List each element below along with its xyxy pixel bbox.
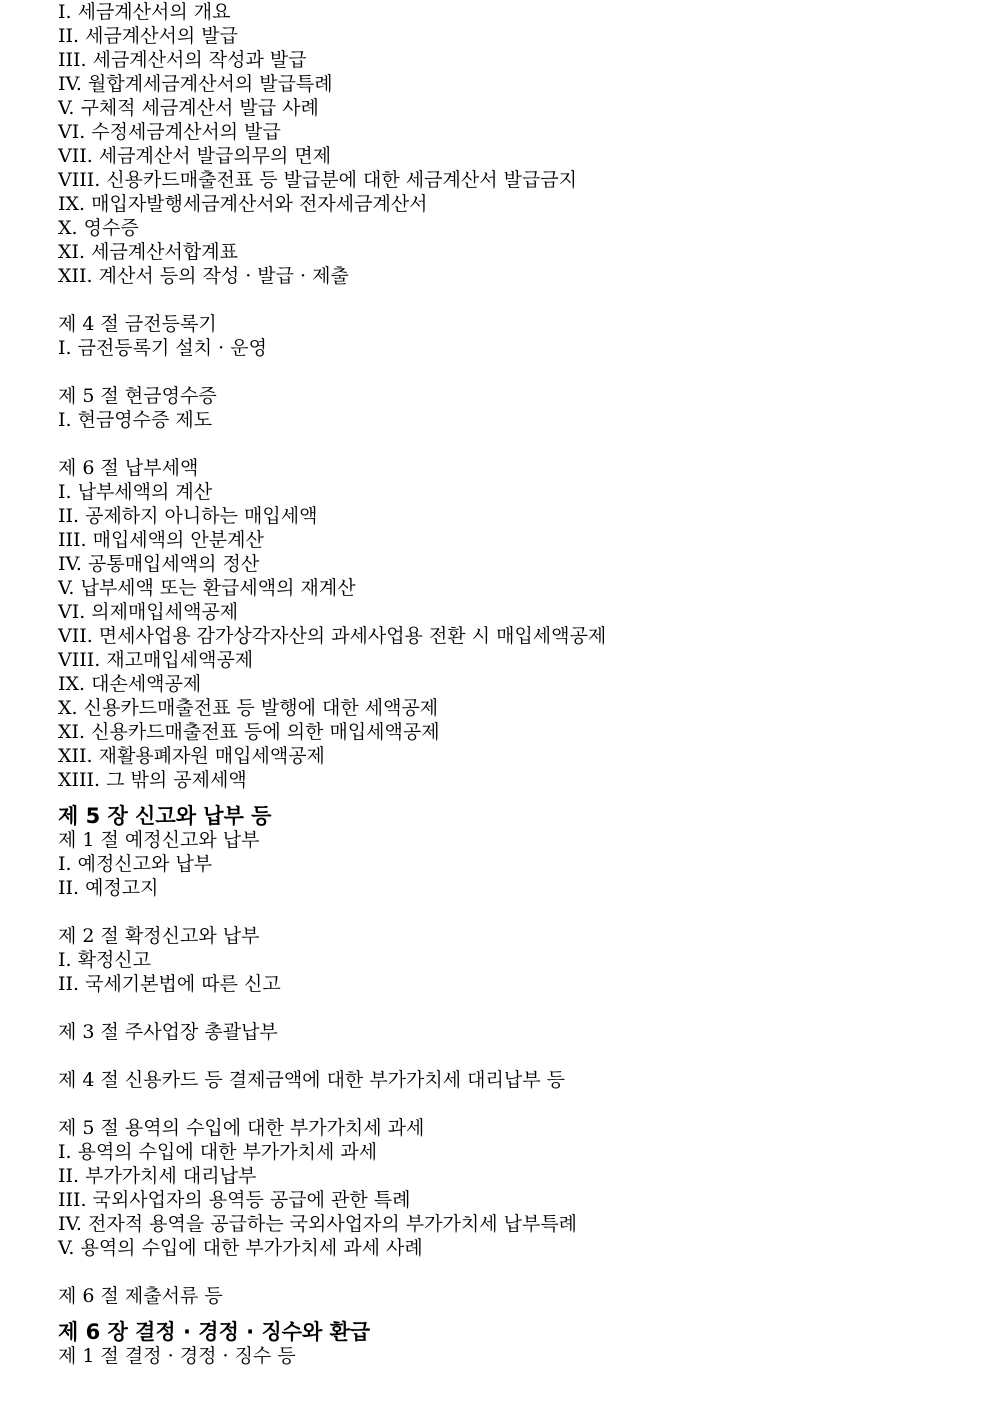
section-title: 제 4 절 신용카드 등 결제금액에 대한 부가가치세 대리납부 등 bbox=[58, 1069, 565, 1091]
toc-line: XI. 신용카드매출전표 등에 의한 매입세액공제 bbox=[58, 721, 440, 743]
section-title: 제 2 절 확정신고와 납부 bbox=[58, 925, 260, 947]
toc-line: IV. 공통매입세액의 정산 bbox=[58, 553, 260, 575]
toc-line: IX. 매입자발행세금계산서와 전자세금계산서 bbox=[58, 193, 428, 215]
section-title: 제 6 절 제출서류 등 bbox=[58, 1285, 223, 1307]
toc-line: VI. 의제매입세액공제 bbox=[58, 601, 239, 623]
toc-line: I. 용역의 수입에 대한 부가가치세 과세 bbox=[58, 1141, 378, 1163]
toc-line: II. 국세기본법에 따른 신고 bbox=[58, 973, 281, 995]
toc-line: III. 세금계산서의 작성과 발급 bbox=[58, 49, 307, 71]
toc-line: II. 예정고지 bbox=[58, 877, 159, 899]
toc-line: I. 현금영수증 제도 bbox=[58, 409, 213, 431]
spacer bbox=[58, 432, 958, 456]
spacer bbox=[58, 996, 958, 1020]
chapter-title: 제 6 장 결정 · 경정 · 징수와 환급 bbox=[58, 1320, 371, 1344]
toc-line: V. 용역의 수입에 대한 부가가치세 과세 사례 bbox=[58, 1237, 423, 1259]
toc-line: IX. 대손세액공제 bbox=[58, 673, 202, 695]
toc-line: VIII. 재고매입세액공제 bbox=[58, 649, 254, 671]
section-title: 제 4 절 금전등록기 bbox=[58, 313, 217, 335]
spacer bbox=[58, 900, 958, 924]
toc-line: II. 세금계산서의 발급 bbox=[58, 25, 238, 47]
toc-line: XI. 세금계산서합계표 bbox=[58, 241, 238, 263]
section-title: 제 1 절 예정신고와 납부 bbox=[58, 829, 260, 851]
spacer bbox=[58, 360, 958, 384]
section-title: 제 1 절 결정 · 경정 · 징수 등 bbox=[58, 1345, 296, 1367]
toc-line: III. 매입세액의 안분계산 bbox=[58, 529, 264, 551]
toc-line: VI. 수정세금계산서의 발급 bbox=[58, 121, 281, 143]
toc-line: VII. 세금계산서 발급의무의 면제 bbox=[58, 145, 332, 167]
spacer bbox=[58, 1044, 958, 1068]
section-title: 제 5 절 현금영수증 bbox=[58, 385, 217, 407]
toc-line: VIII. 신용카드매출전표 등 발급분에 대한 세금계산서 발급금지 bbox=[58, 169, 578, 191]
section-title: 제 5 절 용역의 수입에 대한 부가가치세 과세 bbox=[58, 1117, 425, 1139]
section-title: 제 3 절 주사업장 총괄납부 bbox=[58, 1021, 278, 1043]
toc-line: I. 금전등록기 설치 · 운영 bbox=[58, 337, 267, 359]
toc-line: XII. 재활용폐자원 매입세액공제 bbox=[58, 745, 325, 767]
toc-line: X. 영수증 bbox=[58, 217, 139, 239]
toc-line: VII. 면세사업용 감가상각자산의 과세사업용 전환 시 매입세액공제 bbox=[58, 625, 607, 647]
toc-line: IV. 전자적 용역을 공급하는 국외사업자의 부가가치세 납부특례 bbox=[58, 1213, 578, 1235]
toc-line: XIII. 그 밖의 공제세액 bbox=[58, 769, 247, 791]
toc-line: X. 신용카드매출전표 등 발행에 대한 세액공제 bbox=[58, 697, 439, 719]
toc-line: II. 부가가치세 대리납부 bbox=[58, 1165, 257, 1187]
toc-line: II. 공제하지 아니하는 매입세액 bbox=[58, 505, 318, 527]
chapter-title: 제 5 장 신고와 납부 등 bbox=[58, 804, 272, 828]
spacer bbox=[58, 288, 958, 312]
toc-line: I. 확정신고 bbox=[58, 949, 152, 971]
toc-line: I. 납부세액의 계산 bbox=[58, 481, 213, 503]
section-title: 제 6 절 납부세액 bbox=[58, 457, 199, 479]
spacer bbox=[58, 1092, 958, 1116]
toc-line: V. 구체적 세금계산서 발급 사례 bbox=[58, 97, 319, 119]
toc-line: IV. 월합계세금계산서의 발급특례 bbox=[58, 73, 333, 95]
table-of-contents bbox=[58, 0, 958, 1368]
toc-line: XII. 계산서 등의 작성 · 발급 · 제출 bbox=[58, 265, 349, 287]
toc-line: I. 예정신고와 납부 bbox=[58, 853, 213, 875]
toc-line: V. 납부세액 또는 환급세액의 재계산 bbox=[58, 577, 356, 599]
toc-line: I. 세금계산서의 개요 bbox=[58, 1, 231, 23]
toc-line: III. 국외사업자의 용역등 공급에 관한 특례 bbox=[58, 1189, 411, 1211]
spacer bbox=[58, 1260, 958, 1284]
